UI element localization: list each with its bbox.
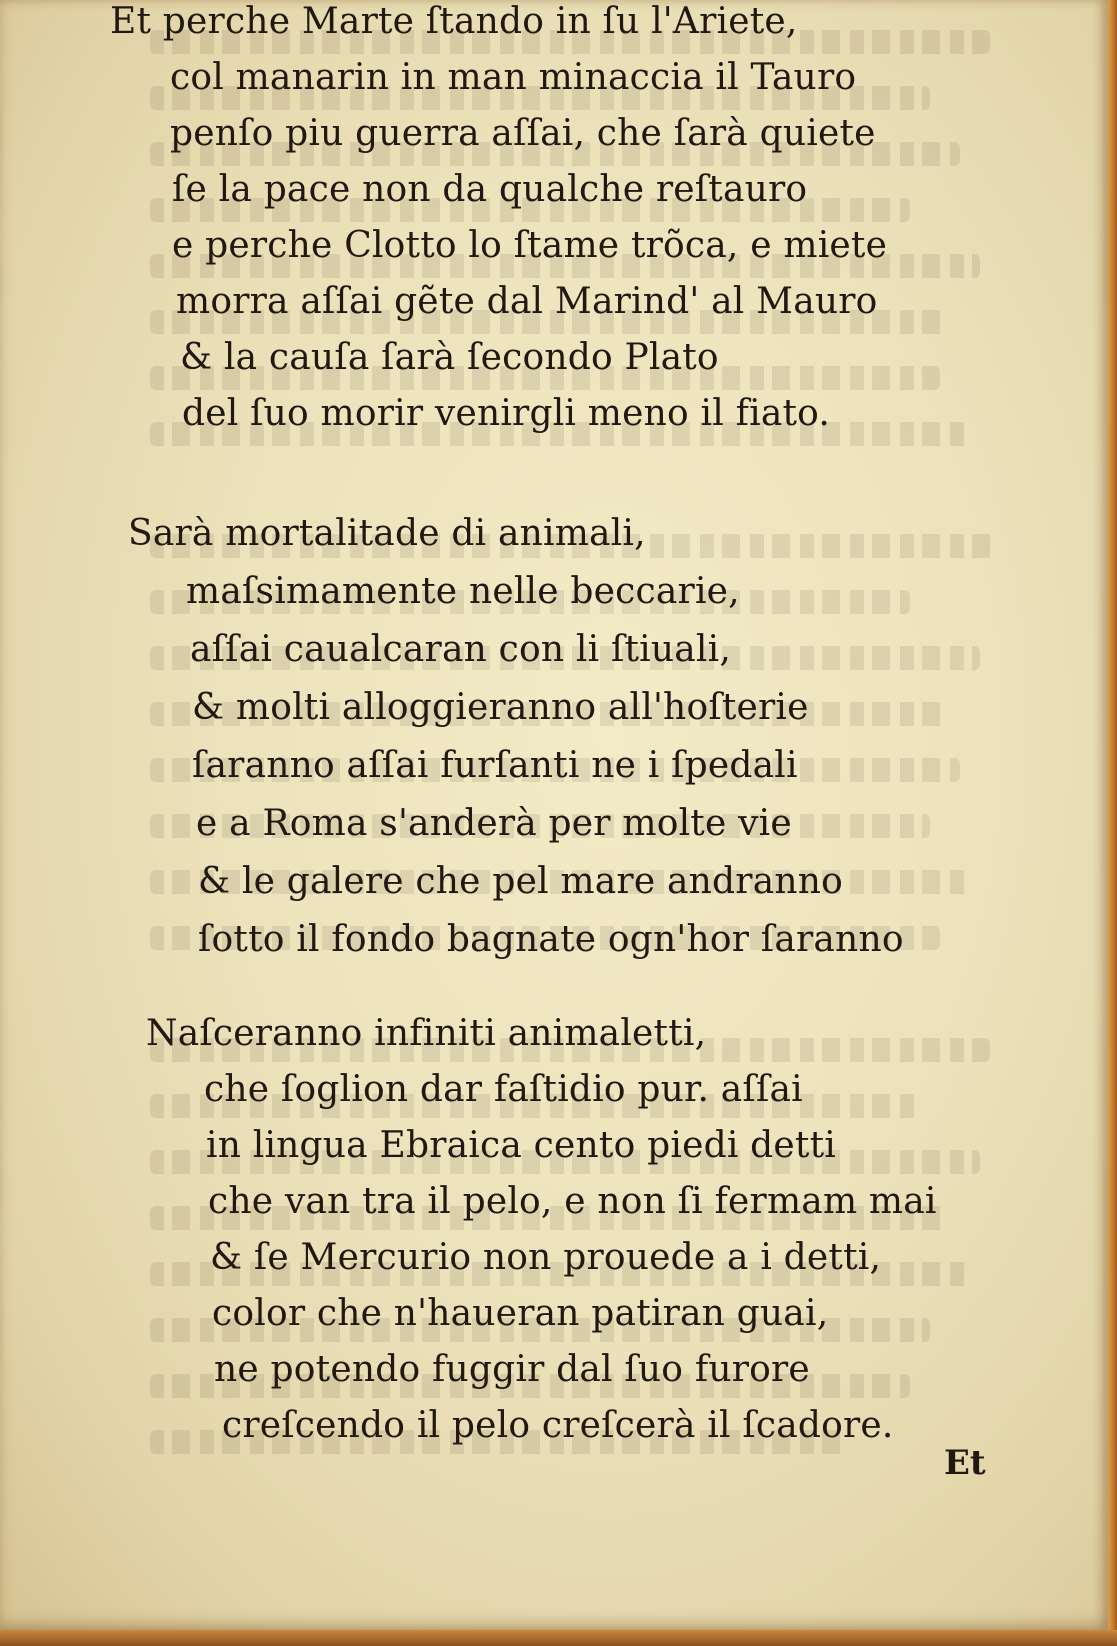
verse-line: color che n'haueran patiran guai, bbox=[212, 1293, 829, 1334]
verse-line: penſo piu guerra aſſai, che ſarà quiete bbox=[170, 113, 876, 154]
verse-line: maſsimamente nelle beccarie, bbox=[186, 571, 740, 612]
verse-line: e perche Clotto lo ſtame trõca, e miete bbox=[172, 225, 888, 266]
verse-line: morra aſſai gẽte dal Marind' al Mauro bbox=[176, 281, 878, 322]
verse-line: del ſuo morir venirgli meno il fiato. bbox=[182, 393, 831, 434]
verse-line: & molti alloggieranno all'hoſterie bbox=[192, 687, 809, 728]
verse-line: & la cauſa ſarà ſecondo Plato bbox=[180, 337, 719, 378]
page-bottom-edge bbox=[0, 1630, 1117, 1646]
verse-line: ſotto il fondo bagnate ogn'hor ſaranno bbox=[198, 919, 904, 960]
verse-line: col manarin in man minaccia il Tauro bbox=[170, 57, 857, 98]
verse-line: ſe la pace non da qualche reſtauro bbox=[172, 169, 808, 210]
verse-line: aſſai caualcaran con li ſtiuali, bbox=[190, 629, 732, 670]
verse-line: Sarà mortalitade di animali, bbox=[128, 513, 646, 554]
verse-line: ſaranno aſſai furſanti ne i ſpedali bbox=[192, 745, 798, 786]
verse-line: e a Roma s'anderà per molte vie bbox=[196, 803, 792, 844]
page-edge bbox=[1108, 0, 1117, 1646]
verse-line: che van tra il pelo, e non ſi fermam mai bbox=[208, 1181, 937, 1222]
verse-line: Naſceranno infiniti animaletti, bbox=[146, 1013, 707, 1054]
verse-line: ne potendo fuggir dal ſuo furore bbox=[214, 1349, 810, 1390]
verse-line: & ſe Mercurio non prouede a i detti, bbox=[210, 1237, 882, 1278]
verse-line: in lingua Ebraica cento piedi detti bbox=[206, 1125, 836, 1166]
catchword: Et bbox=[944, 1443, 986, 1483]
verse-line: & le galere che pel mare andranno bbox=[198, 861, 844, 902]
verse-line: Et perche Marte ſtando in ſu l'Ariete, bbox=[110, 1, 798, 42]
verse-line: che ſoglion dar faſtidio pur. aſſai bbox=[204, 1069, 803, 1110]
verse-line: creſcendo il pelo creſcerà il ſcadore. bbox=[222, 1405, 894, 1446]
